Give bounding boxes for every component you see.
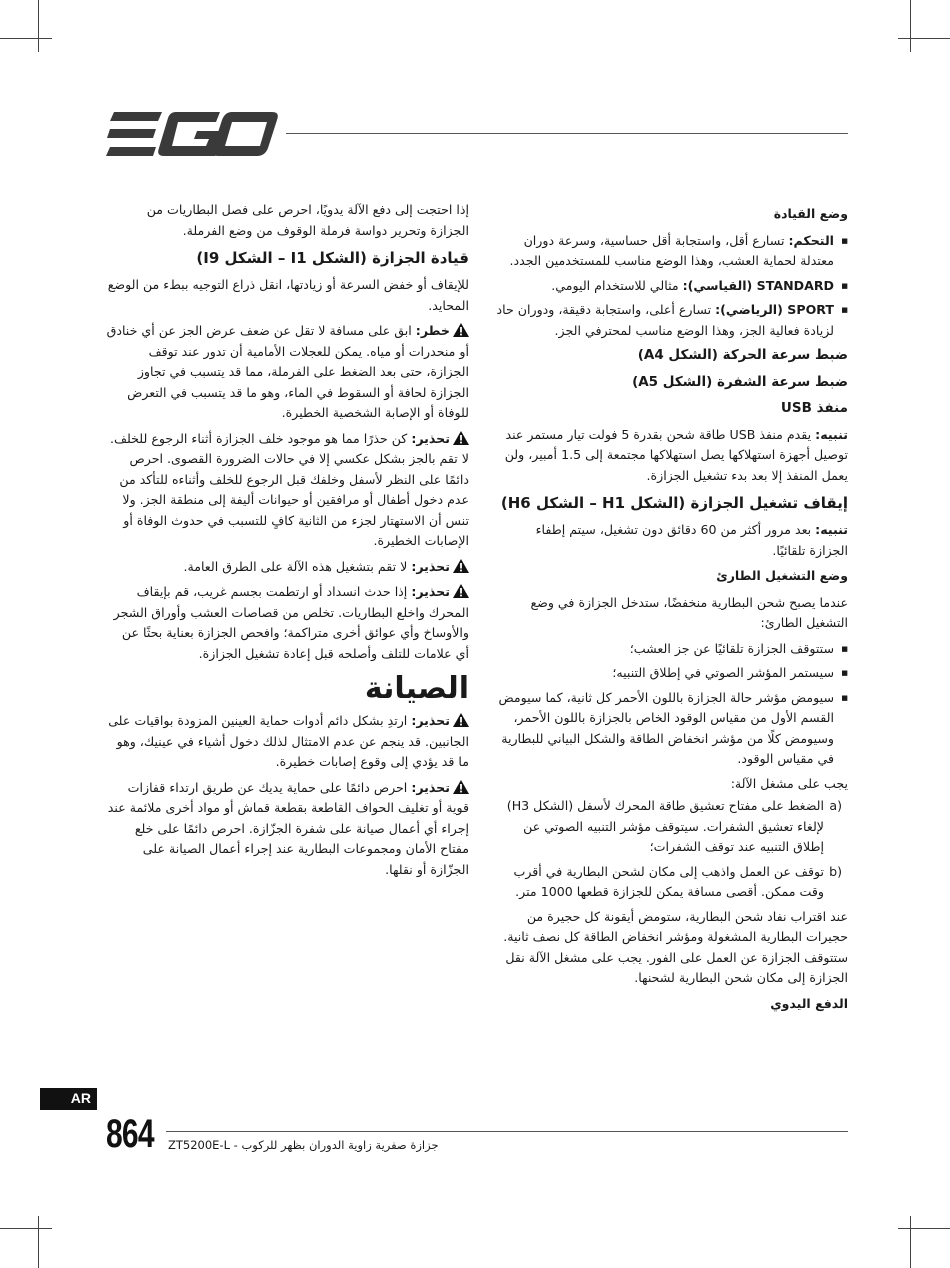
crop-mark bbox=[910, 1216, 911, 1268]
drive-mode-list bbox=[494, 231, 848, 342]
emergency-heading: وضع التشغيل الطارئ bbox=[716, 568, 848, 583]
emergency-list bbox=[494, 639, 848, 770]
crop-mark bbox=[898, 1228, 950, 1229]
warning-triangle-icon bbox=[453, 713, 469, 727]
warning-triangle-icon bbox=[453, 431, 469, 445]
reverse-warning: تحذير: كن حذرًا مما هو موجود خلف الجزازة أثناء الرجوع للخلف. لا تقم بالجز بشكل عكسي إلا في حالات الضرورة القصوى. احرص دائمًا على النظر لأسفل وخلفك قبل الرجوع للخلف وأثناءه للتأكد من عدم دخول أطفال أو مرافقين أو حيوانات أليفة إلى منطقة الجز. ولا تنس أن الاستهتار لجزء من الثانية كافٍ للتسبب في حدوث الوفاة أو الإصابات الخطيرة. bbox=[109, 430, 469, 548]
list-item: ■ SPORT (الرياضي): تسارع أعلى، واستجابة دقيقة، ودوران حاد لزيادة فعالية الجز، وهذا الوضع مناسب لمحترفي الجز. bbox=[494, 300, 848, 341]
warning-triangle-icon bbox=[453, 559, 469, 573]
list-item: ■ ستتوقف الجزازة تلقائيًا عن جز العشب؛ bbox=[494, 639, 848, 660]
list-item: b) توقف عن العمل واذهب إلى مكان لشحن البطارية في أقرب وقت ممكن. أقصى مسافة يمكن للجزازة قطعها 1000 متر. bbox=[513, 863, 842, 899]
stop-heading: إيقاف تشغيل الجزازة (الشكل H1 – الشكل H6) bbox=[500, 494, 848, 512]
manual-push-heading: الدفع اليدوي bbox=[770, 995, 848, 1011]
list-item: ■ التحكم: تسارع أقل، واستجابة أقل حساسية، وسرعة دوران معتدلة لحماية العشب، وهذا الوضع مناسب للمستخدمين الجدد. bbox=[494, 231, 848, 272]
push-paragraph: إذا احتجت إلى دفع الآلة يدويًا، احرص على فصل البطاريات من الجزازة وتحرير دواسة فرملة الوقوف من وضع الفرملة. bbox=[146, 202, 469, 238]
operator-must: يجب على مشغل الآلة: bbox=[730, 775, 848, 791]
emergency-intro: عندما يصبح شحن البطارية منخفضًا، ستدخل الجزازة في وضع التشغيل الطارئ: bbox=[530, 594, 848, 630]
warning-triangle-icon bbox=[453, 780, 469, 794]
crop-mark bbox=[0, 38, 52, 39]
driving-paragraph: للإيقاف أو خفض السرعة أو زيادتها، انقل ذراع التوجيه ببطء من الوضع المحايد. bbox=[107, 277, 469, 313]
right-column bbox=[494, 200, 848, 1020]
speed-heading: ضبط سرعة الحركة (الشكل A4) bbox=[637, 347, 848, 363]
crop-mark bbox=[38, 1216, 39, 1268]
public-road-warning: تحذير: لا تقم بتشغيل هذه الآلة على الطرق العامة. bbox=[105, 557, 469, 578]
battery-paragraph: عند اقتراب نفاد شحن البطارية، ستومض أيقونة كل حجيرة من حجيرات البطارية المشغولة ومؤشر انخفاض الطاقة كل نصف ثانية. ستتوقف الجزازة عن العمل على الفور. يجب على مشغل الآلة نقل الجزازة إلى مكان شحن البطارية لشحنها. bbox=[503, 908, 848, 985]
page-number: 864 bbox=[106, 1112, 154, 1156]
list-item: ■ سيومض مؤشر حالة الجزازة باللون الأحمر كل ثانية، كما سيومض القسم الأول من مقياس الوقود الخاص بالجزازة باللون الأحمر، وسيومض كلًا من مؤشر انخفاض الطاقة والشكل البياني للبطارية في مقياس الوقود. bbox=[494, 688, 848, 770]
operator-steps bbox=[494, 796, 848, 903]
ego-logo bbox=[106, 112, 278, 156]
warning-triangle-icon bbox=[453, 323, 469, 337]
eye-protection-warning: تحذير: ارتدِ بشكل دائم أدوات حماية العينين المزودة بواقيات على الجانبين. قد ينجم عن عدم الامتثال لذلك دخول أشياء في عينيك، وهو ما قد يؤدي إلى وقوع إصابات خطيرة. bbox=[108, 713, 469, 769]
stop-note: تنبيه: بعد مرور أكثر من 60 دقائق دون تشغيل، سيتم إطفاء الجزازة تلقائيًا. bbox=[535, 522, 848, 558]
blade-speed-heading: ضبط سرعة الشفرة (الشكل A5) bbox=[632, 373, 848, 390]
header-rule bbox=[286, 133, 848, 134]
usb-heading: منفذ USB bbox=[780, 400, 848, 416]
crop-mark bbox=[0, 1228, 52, 1229]
crop-mark bbox=[38, 0, 39, 52]
list-item: a) الضغط على مفتاح تعشيق طاقة المحرك لأسفل (الشكل H3) لإلغاء تعشيق الشفرات. سيتوقف مؤشر التنبيه الصوتي عن إطلاق التنبيه عند توقف الشفرات؛ bbox=[506, 798, 842, 854]
language-badge: AR bbox=[40, 1088, 97, 1110]
list-item: ■ STANDARD (القياسي): مثالي للاستخدام اليومي. bbox=[494, 276, 848, 297]
drive-mode-heading: وضع القيادة bbox=[773, 206, 848, 221]
footer-doc-title: ZT5200E-L - جزازة صفرية زاوية الدوران بظهر للركوب bbox=[168, 1138, 439, 1152]
maintenance-heading: الصيانة bbox=[364, 671, 469, 706]
footer-rule bbox=[166, 1131, 848, 1132]
obstruction-warning: تحذير: إذا حدث انسداد أو ارتطمت بجسم غريب، قم بإيقاف المحرك واخلع البطاريات. تخلص من قصاصات العشب وأوراق الشجر والأوساخ وأي عوائق أخرى متراكمة؛ وافحص الجزازة بعناية بحثًا عن أي علامات للتلف وأصلحه قبل إعادة تشغيل الجزازة. bbox=[113, 584, 469, 661]
hand-protection-warning: تحذير: احرص دائمًا على حماية يديك عن طريق ارتداء قفازات قوية أو تغليف الحواف القاطعة بقطعة قماش أو مواد أخرى ملائمة عند إجراء أي أعمال صيانة على شفرة الجزّازة. احرص دائمًا على خلع مفتاح الأمان ومجموعات البطارية عند إجراء أعمال الصيانة على الجزّازة أو نقلها. bbox=[107, 779, 469, 877]
driving-heading: قيادة الجزازة (الشكل I1 – الشكل I9) bbox=[196, 249, 469, 267]
crop-mark bbox=[898, 38, 950, 39]
crop-mark bbox=[910, 0, 911, 52]
list-item: ■ سيستمر المؤشر الصوتي في إطلاق التنبيه؛ bbox=[494, 663, 848, 684]
left-column bbox=[105, 200, 469, 885]
usb-note: تنبيه: يقدم منفذ USB طاقة شحن بقدرة 5 فولت تيار مستمر عند توصيل أجهزة استهلاكها يصل استهلاكها مجتمعة إلى 1.5 أمبير، ولن يعمل المنفذ إلا بعد بدء تشغيل الجزازة. bbox=[504, 426, 848, 483]
warning-triangle-icon bbox=[453, 584, 469, 598]
danger-warning: خطر: ابق على مسافة لا تقل عن ضعف عرض الجز عن أي خنادق أو منحدرات أو مياه. يمكن للعجلات الأمامية أن تدور عند توقف الجزازة، حتى بعد الضغط على الفرملة، مما قد يتسبب في تجاوز الجزازة لحافة أو السقوط في الماء، وهو ما قد يتسبب في التعرض للوفاة أو الإصابة الشخصية الخطيرة. bbox=[106, 323, 469, 420]
